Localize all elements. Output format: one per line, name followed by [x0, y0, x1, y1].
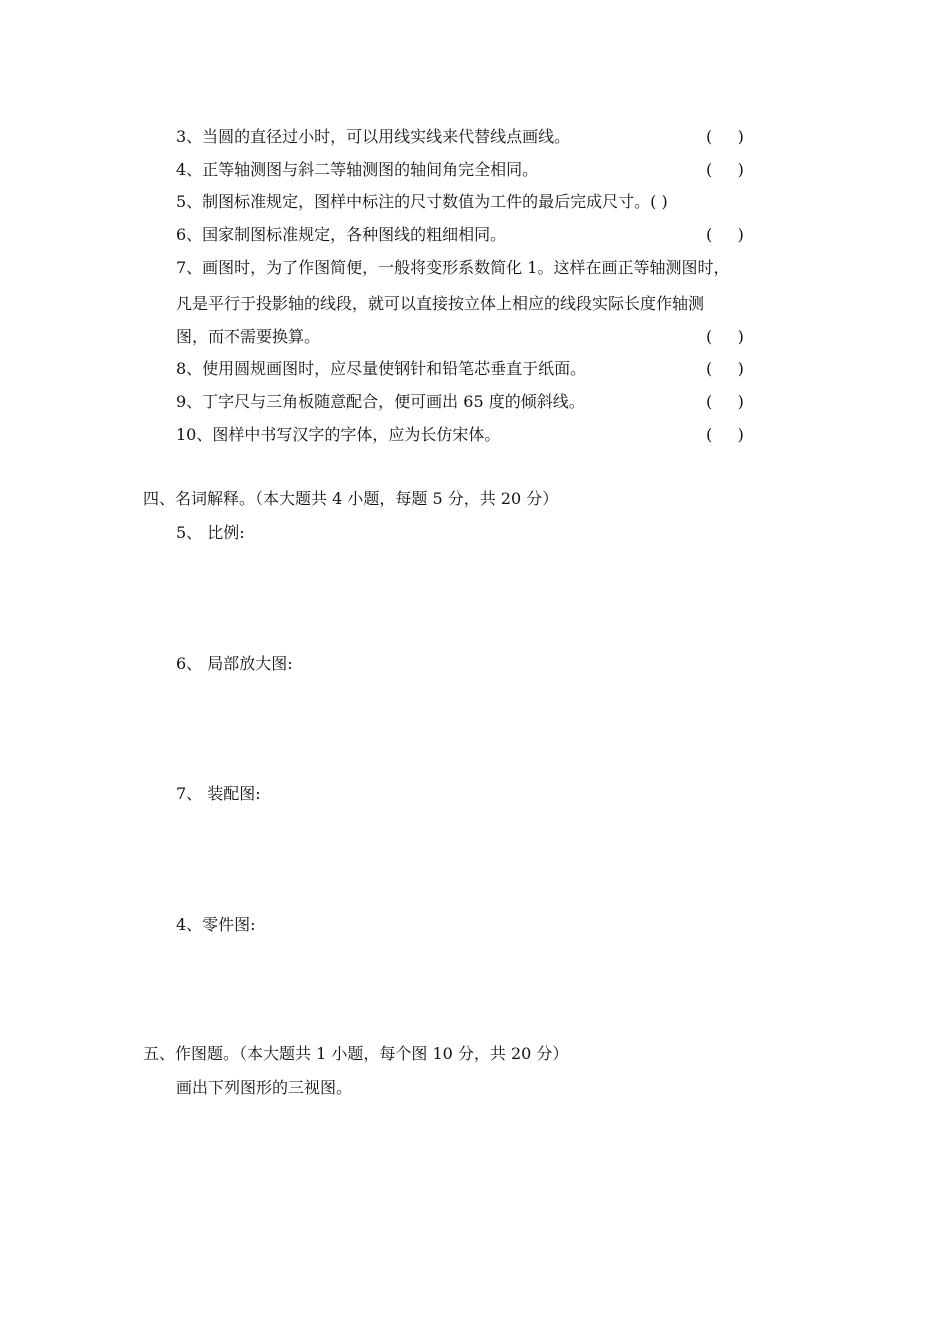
term-item: 4、零件图:	[176, 915, 256, 934]
term-item: 5、 比例:	[176, 523, 245, 542]
question-item: 7、画图时，为了作图简便，一般将变形系数简化 1。这样在画正等轴测图时，	[176, 258, 730, 277]
question-item-continuation: 图，而不需要换算。	[176, 327, 321, 346]
question-item: 3、当圆的直径过小时，可以用线实线来代替线点画线。	[176, 127, 571, 146]
section-title: 五、作图题。（本大题共 1 小题，每个图 10 分，共 20 分）	[143, 1044, 569, 1063]
answer-parentheses: ( )	[706, 127, 744, 146]
section-instruction: 画出下列图形的三视图。	[176, 1078, 353, 1097]
answer-parentheses: ( )	[706, 425, 744, 444]
section-title: 四、名词解释。（本大题共 4 小题，每题 5 分，共 20 分）	[143, 489, 559, 508]
answer-parentheses: ( )	[706, 225, 744, 244]
term-item: 6、 局部放大图:	[176, 654, 293, 673]
question-item: 8、使用圆规画图时，应尽量使钢针和铅笔芯垂直于纸面。	[176, 359, 587, 378]
answer-parentheses: ( )	[706, 160, 744, 179]
question-item-continuation: 凡是平行于投影轴的线段，就可以直接按立体上相应的线段实际长度作轴测	[176, 294, 705, 313]
question-item: 5、制图标准规定，图样中标注的尺寸数值为工件的最后完成尺寸。( )	[176, 192, 668, 211]
question-item: 9、丁字尺与三角板随意配合，便可画出 65 度的倾斜线。	[176, 392, 585, 411]
answer-parentheses: ( )	[706, 359, 744, 378]
answer-parentheses: ( )	[706, 392, 744, 411]
question-item: 4、正等轴测图与斜二等轴测图的轴间角完全相同。	[176, 160, 539, 179]
question-item: 10、图样中书写汉字的字体，应为长仿宋体。	[176, 425, 501, 444]
term-item: 7、 装配图:	[176, 784, 261, 803]
answer-parentheses: ( )	[706, 327, 744, 346]
question-item: 6、国家制图标准规定，各种图线的粗细相同。	[176, 225, 507, 244]
